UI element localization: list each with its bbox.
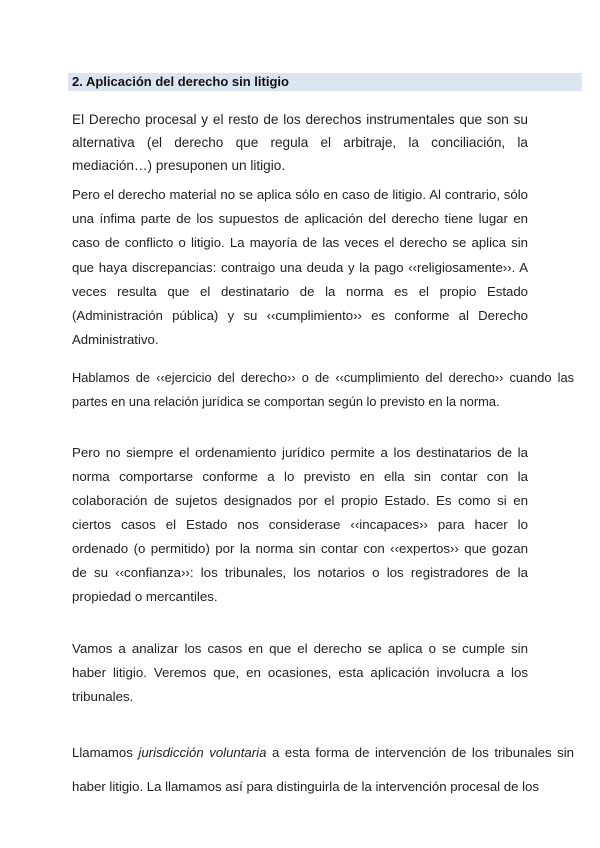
paragraph-6-start: Llamamos bbox=[72, 745, 139, 760]
paragraph-5: Vamos a analizar los casos en que el derecho se aplica o se cumple sin haber litigio. Veremos que, en ocasiones, esta aplicación involucra a los tribunales. bbox=[72, 641, 528, 704]
paragraph-4: Pero no siempre el ordenamiento jurídico permite a los destinatarios de la norma comportarse conforme a lo previsto en ella sin contar con la colaboración de sujetos designados por el propio Estado. Es como si en ciertos casos el Estado nos considerase ‹‹incapaces›› para hacer lo ordenado (o permitido) por la norma sin contar con ‹‹expertos›› que gozan de su ‹‹confianza››: los tribunales, los notarios o los registradores de la propiedad o mercantiles. bbox=[72, 445, 528, 604]
paragraph-3: Hablamos de ‹‹ejercicio del derecho›› o de ‹‹cumplimiento del derecho›› cuando las partes en una relación jurídica se comportan según lo previsto en la norma. bbox=[72, 370, 574, 409]
paragraph-2: Pero el derecho material no se aplica sólo en caso de litigio. Al contrario, sólo una ínfima parte de los supuestos de aplicación del derecho tiene lugar en caso de conflicto o litigio. La mayoría de las veces el derecho se aplica sin que haya discrepancias: contraigo una deuda y la pago ‹‹religiosamente››. A veces resulta que el destinatario de la norma es el propio Estado (Administración pública) y su ‹‹cumplimiento›› es conforme al Derecho Administrativo. bbox=[72, 187, 528, 348]
paragraph-1: El Derecho procesal y el resto de los derechos instrumentales que son su alternativa (el derecho que regula el arbitraje, la conciliación, la mediación…) presuponen un litigio. bbox=[72, 112, 528, 173]
paragraph-6-end: a esta forma de intervención de los tribunales sin haber litigio. La llamamos así para distinguirla de la intervención procesal de los bbox=[72, 745, 574, 794]
term-jurisdiccion-voluntaria: jurisdicción voluntaria bbox=[138, 745, 267, 760]
paragraph-6 bbox=[72, 736, 574, 804]
section-heading: 2. Aplicación del derecho sin litigio bbox=[68, 73, 582, 91]
